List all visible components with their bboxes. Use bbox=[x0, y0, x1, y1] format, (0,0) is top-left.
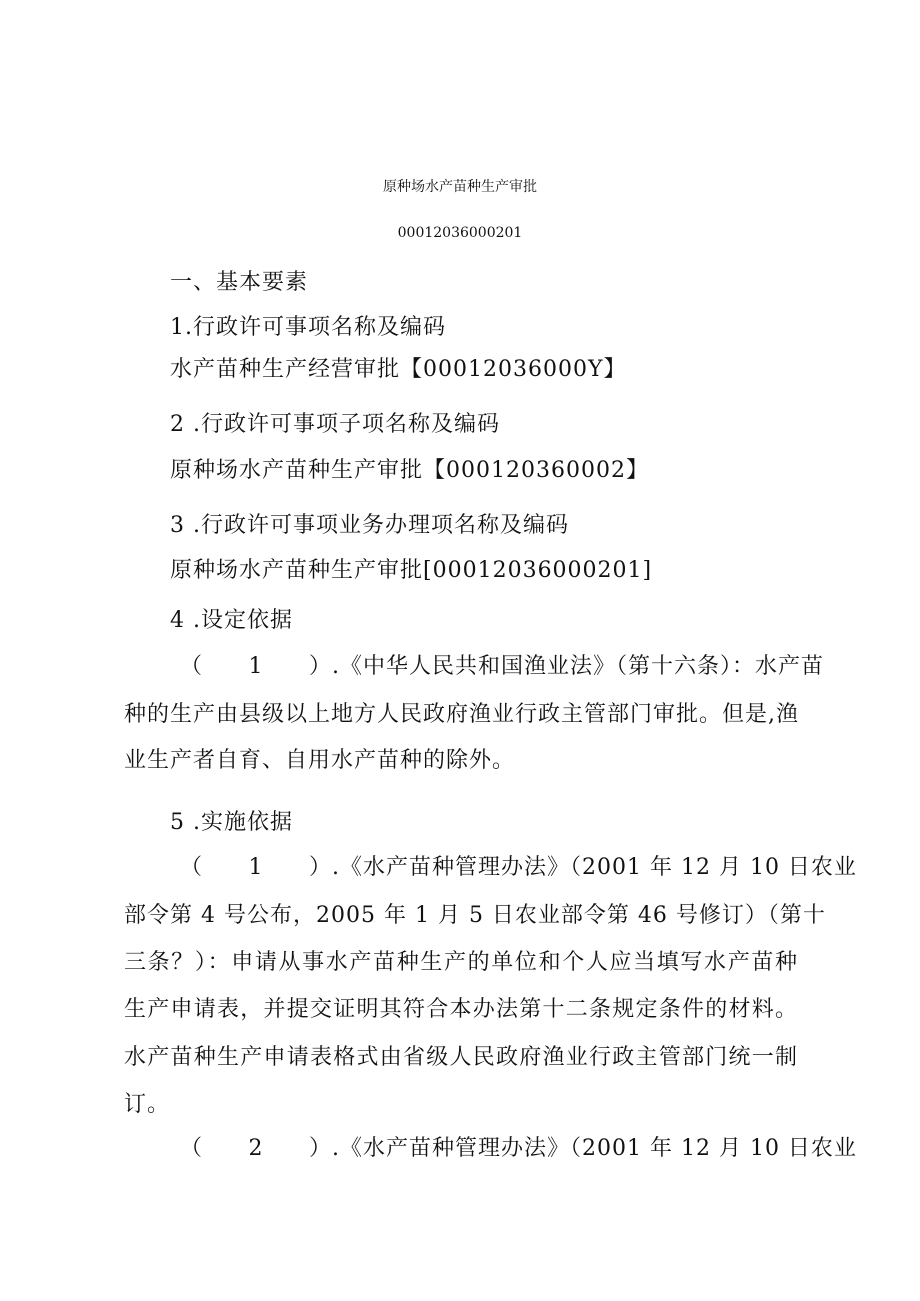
item5-paragraph1-line6: 订。 bbox=[124, 1092, 171, 1117]
item5-paragraph1-line3: 三条？）：申请从事水产苗种生产的单位和个人应当填写水产苗种 bbox=[124, 950, 798, 975]
item5-paragraph2-line1: （2）.《水产苗种管理办法》（2001 年 12 月 10 日农业 bbox=[124, 1134, 798, 1164]
item4-paragraph1-line1: （1）.《中华人民共和国渔业法》（第十六条）：水产苗 bbox=[124, 652, 798, 682]
section-heading-basic-elements: 一、基本要素 bbox=[170, 270, 309, 295]
item5-paragraph1-line4: 生产申请表，并提交证明其符合本办法第十二条规定条件的材料。 bbox=[124, 997, 798, 1022]
item4-paragraph1-line2: 种的生产由县级以上地方人民政府渔业行政主管部门审批。但是,渔 bbox=[124, 702, 799, 727]
item4-paragraph1-line3: 业生产者自育、自用水产苗种的除外。 bbox=[124, 748, 516, 773]
item1-heading: 1.行政许可事项名称及编码 bbox=[170, 315, 446, 340]
document-code: 00012036000201 bbox=[397, 225, 523, 241]
item2-heading: 2 .行政许可事项子项名称及编码 bbox=[170, 412, 500, 437]
item4-paragraph1-number: （1） bbox=[180, 654, 332, 679]
document-title: 原种场水产苗种生产审批 bbox=[383, 179, 537, 195]
item5-paragraph1-line1: （1）.《水产苗种管理办法》（2001 年 12 月 10 日农业 bbox=[124, 853, 798, 883]
item5-paragraph1-line2: 部令第 4 号公布，2005 年 1 月 5 日农业部令第 46 号修订）（第十 bbox=[124, 903, 826, 928]
item3-heading: 3 .行政许可事项业务办理项名称及编码 bbox=[170, 513, 569, 538]
item1-value: 水产苗种生产经营审批【00012036000Y】 bbox=[170, 357, 627, 382]
item4-heading: 4 .设定依据 bbox=[170, 608, 293, 633]
item5-paragraph1-number: （1） bbox=[180, 855, 332, 880]
item3-value: 原种场水产苗种生产审批[00012036000201] bbox=[170, 558, 653, 583]
item5-paragraph2-number: （2） bbox=[180, 1136, 332, 1161]
item5-paragraph1-line5: 水产苗种生产申请表格式由省级人民政府渔业行政主管部门统一制 bbox=[124, 1045, 798, 1070]
item5-heading: 5 .实施依据 bbox=[170, 810, 293, 835]
item2-value: 原种场水产苗种生产审批【000120360002】 bbox=[170, 458, 649, 483]
